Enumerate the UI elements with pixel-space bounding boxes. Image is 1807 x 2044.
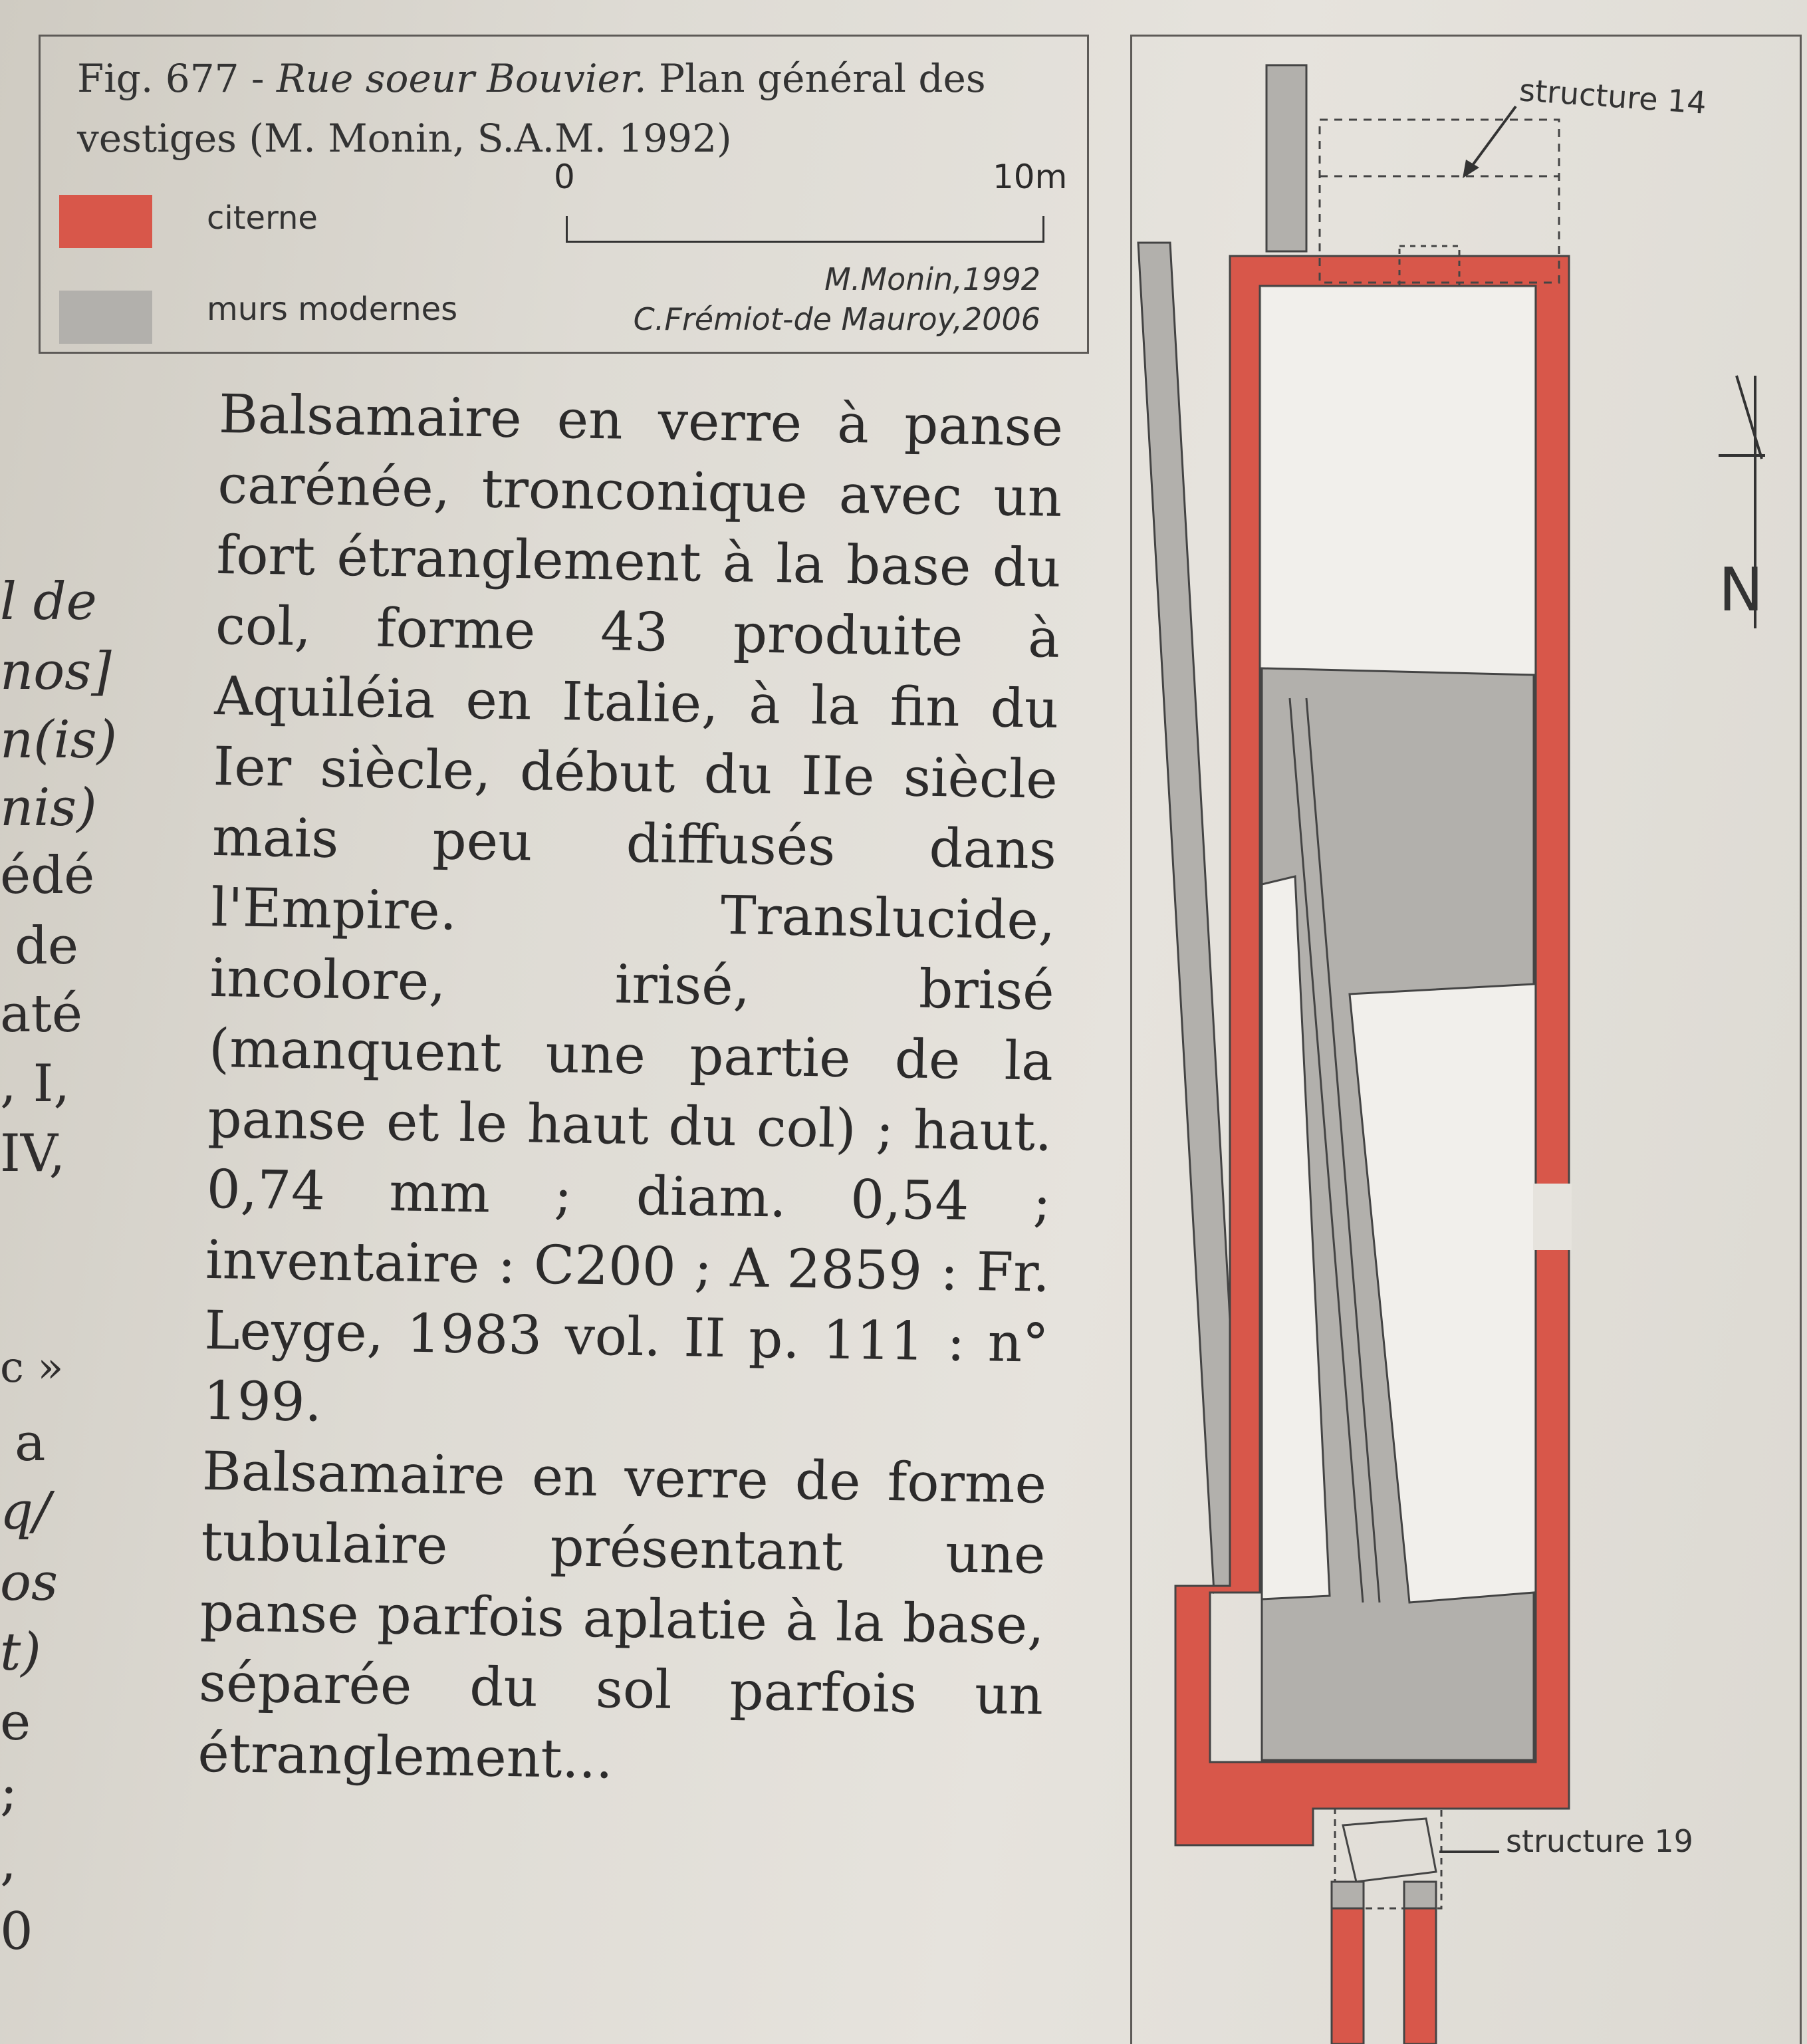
structure-19-outline [1343,1819,1436,1882]
margin-fragment: nos] [0,642,112,702]
margin-fragment: IV, [0,1124,66,1184]
margin-fragment: até [0,984,83,1044]
margin-fragment: a [15,1413,46,1473]
legend-label-murs-modernes: murs modernes [207,291,458,328]
margin-fragment: , I, [0,1054,70,1114]
margin-fragment: l de [0,572,97,632]
caption-fig-number: Fig. 677 - [77,56,277,101]
margin-fragment: os [0,1553,58,1612]
margin-fragment: 0 [0,1902,33,1962]
label-structure-19: structure 19 [1506,1823,1693,1859]
north-label: N [1719,555,1764,625]
legend-label-citerne: citerne [207,199,318,237]
credit-fremiot: C.Frémiot-de Mauroy,2006 [633,301,1040,337]
margin-fragment: édé [0,846,95,906]
wall-gap [1533,1184,1572,1250]
label-structure-14: structure 14 [1518,72,1708,121]
margin-fragment: q/ [0,1481,51,1541]
paragraph: Balsamaire en verre à panse carénée, tronconique avec un fort étranglement à la base du col, forme 43 produite à Aquiléia en Italie, à la fin du Ier siècle, début du IIe siècle mais peu diffusés dans l'Empire. Translucide, incolore, irisé, brisé (manquent une partie de la panse et le haut du col) ; haut. 0,74 mm ; diam. 0,54 ; inventaire : C200 ; A 2859 : Fr. Leyge, 1983 vol. II p. 111 : n° 199. [203,382,1064,1434]
modern-wall-top [1266,65,1306,251]
credit-monin: M.Monin,1992 [824,261,1040,297]
margin-fragment: , [0,1832,17,1892]
caption-title-italic: Rue soeur Bouvier. [276,56,647,101]
margin-fragment: de [15,916,79,976]
margin-fragment: e [0,1692,31,1752]
margin-fragment: c » [0,1343,64,1392]
scale-end-label: 10m [993,158,1068,196]
margin-fragment: ; [0,1762,18,1822]
modern-wall-left [1138,243,1245,1593]
caption-title-rest: Plan général des vestiges (M. Monin, S.A.M. 1992) [77,56,986,161]
margin-fragment: nis) [0,778,97,838]
scale-start-label: 0 [554,158,575,196]
margin-fragment: n(is) [0,710,118,770]
paragraph: Balsamaire en verre de forme tubulaire présentant une panse parfois aplatie à la base, séparée du sol parfois un étranglement... [197,1440,1047,1791]
margin-fragment: t) [0,1622,41,1682]
